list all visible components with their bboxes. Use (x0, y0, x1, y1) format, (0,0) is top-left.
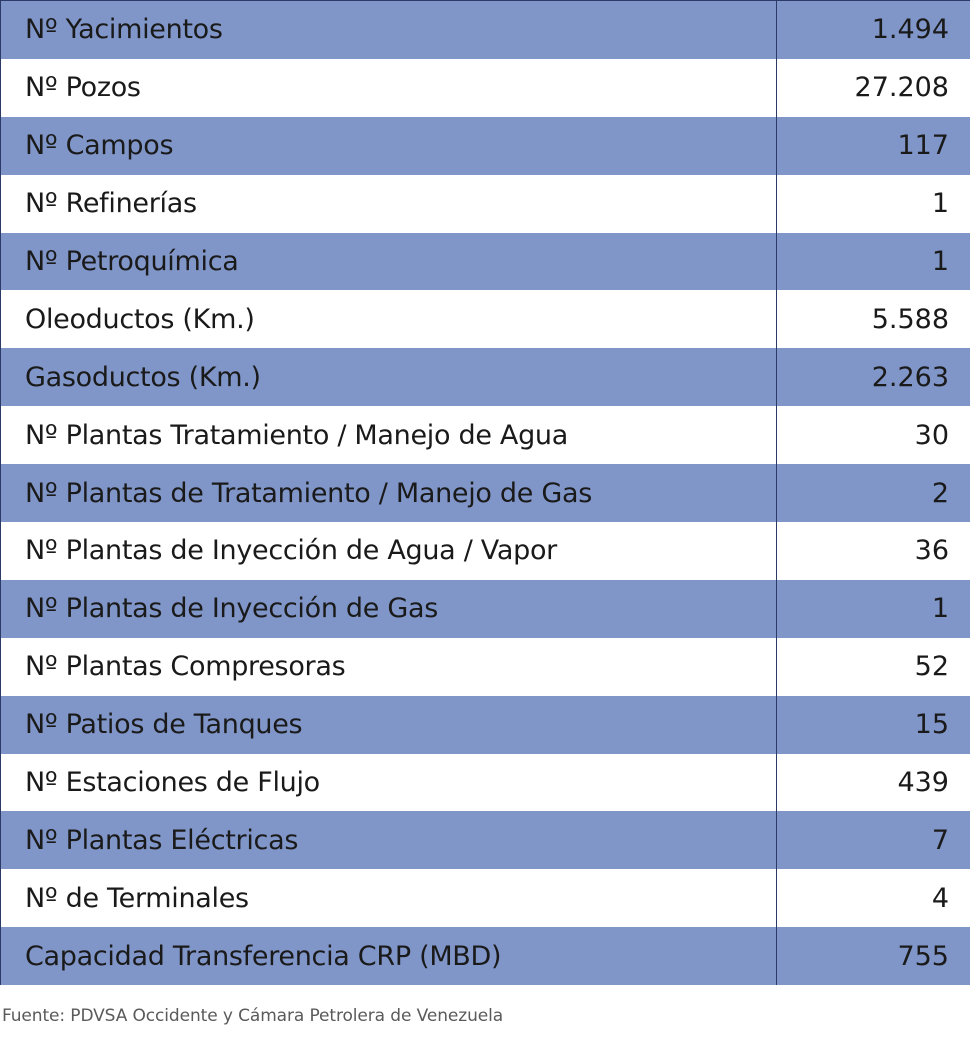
table-row (1, 696, 970, 754)
row-label: Nº Campos (1, 117, 776, 175)
row-value: 117 (776, 117, 970, 175)
row-value: 30 (776, 406, 970, 464)
row-label: Capacidad Transferencia CRP (MBD) (1, 927, 776, 985)
table-row (1, 117, 970, 175)
table-row (1, 59, 970, 117)
table-row (1, 348, 970, 406)
row-value: 2.263 (776, 348, 970, 406)
row-value: 2 (776, 464, 970, 522)
source-caption: Fuente: PDVSA Occidente y Cámara Petrolera de Venezuela (2, 1006, 504, 1026)
row-label: Nº Petroquímica (1, 233, 776, 291)
row-label: Nº Plantas de Tratamiento / Manejo de Gas (1, 464, 776, 522)
table-row (1, 754, 970, 812)
row-label: Nº Plantas Eléctricas (1, 811, 776, 869)
table-row (1, 927, 970, 985)
row-label: Nº Plantas de Inyección de Gas (1, 580, 776, 638)
row-value: 1.494 (776, 1, 970, 59)
table-row (1, 522, 970, 580)
table-row (1, 175, 970, 233)
table-row (1, 406, 970, 464)
row-value: 755 (776, 927, 970, 985)
table-row (1, 869, 970, 927)
table-row (1, 290, 970, 348)
row-label: Nº Patios de Tanques (1, 696, 776, 754)
row-label: Nº Estaciones de Flujo (1, 754, 776, 812)
row-value: 1 (776, 175, 970, 233)
row-value: 7 (776, 811, 970, 869)
row-value: 439 (776, 754, 970, 812)
table-row (1, 811, 970, 869)
row-label: Nº Pozos (1, 59, 776, 117)
infrastructure-table (1, 1, 970, 985)
row-value: 15 (776, 696, 970, 754)
row-label: Nº Plantas Compresoras (1, 638, 776, 696)
row-value: 1 (776, 580, 970, 638)
row-label: Nº Yacimientos (1, 1, 776, 59)
row-label: Nº Plantas de Inyección de Agua / Vapor (1, 522, 776, 580)
row-label: Nº Refinerías (1, 175, 776, 233)
row-value: 27.208 (776, 59, 970, 117)
table-row (1, 1, 970, 59)
row-label: Nº de Terminales (1, 869, 776, 927)
table-row (1, 464, 970, 522)
row-label: Oleoductos (Km.) (1, 290, 776, 348)
row-value: 52 (776, 638, 970, 696)
row-label: Gasoductos (Km.) (1, 348, 776, 406)
row-label: Nº Plantas Tratamiento / Manejo de Agua (1, 406, 776, 464)
row-value: 36 (776, 522, 970, 580)
table-row (1, 638, 970, 696)
row-value: 5.588 (776, 290, 970, 348)
table-row (1, 580, 970, 638)
row-value: 1 (776, 233, 970, 291)
row-value: 4 (776, 869, 970, 927)
table-row (1, 233, 970, 291)
